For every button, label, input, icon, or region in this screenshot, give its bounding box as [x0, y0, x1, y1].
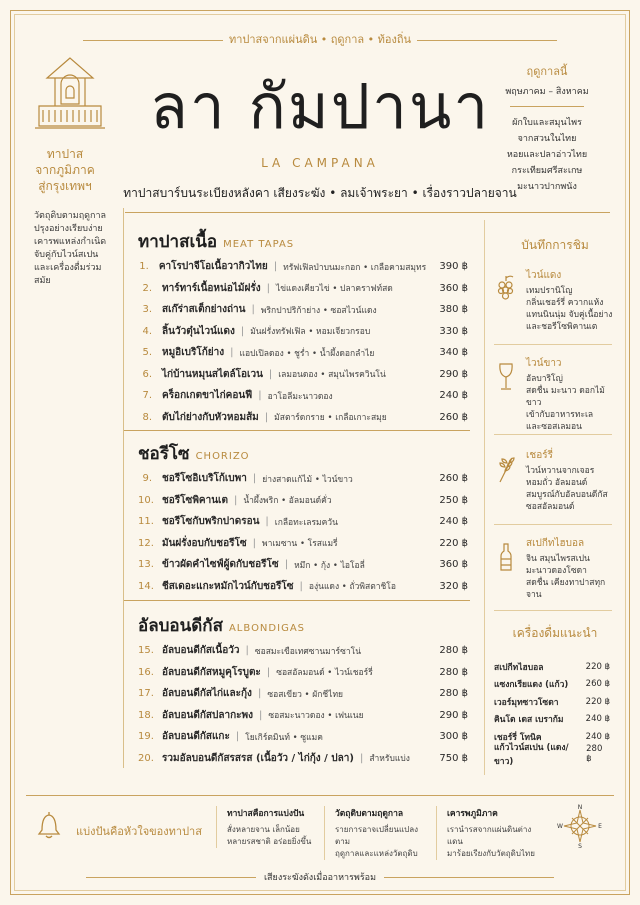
menu-item — [138, 554, 468, 576]
left-note-line: และเครื่องดื่มร่วมสมัย — [34, 263, 102, 286]
wine-divider — [494, 524, 612, 525]
item-description: มัสตาร์ดกราย • เกลือเกาะสมุย — [274, 413, 387, 424]
wine-desc-line: สดชื่น มะนาว ดอกไม้ขาว — [526, 386, 605, 408]
item-price: 280 ฿ — [439, 688, 468, 700]
item-separator: | — [299, 580, 303, 592]
item-price: 320 ฿ — [439, 580, 468, 592]
drinks-title: เครื่องดื่มแนะนำ — [512, 626, 598, 640]
menu-item — [138, 256, 468, 278]
season-item: มะนาวปากพนัง — [517, 182, 577, 192]
footer-column-text — [227, 824, 321, 848]
item-description: สำหรับแบ่ง — [369, 754, 410, 765]
item-price: 280 ฿ — [439, 645, 468, 657]
wine-desc — [526, 373, 614, 433]
menu-item — [138, 407, 468, 429]
wine-desc-line: แทนนินนุ่ม จับคู่เนื้อย่าง — [526, 310, 613, 320]
item-description: ซอสมะเขือเทศซานมาร์ซาโน่ — [254, 646, 362, 657]
item-name: อัลบอนดีกัสปลากะพง — [162, 709, 253, 721]
item-number: 13. — [138, 559, 154, 571]
section-title: ชอรีโซ — [138, 444, 190, 464]
drink-name: แซงกเรียแดง (แก้ว) — [494, 680, 569, 691]
item-description: แอปเปิลดอง • ชูร่ำ • น้ำผึ้งดอกลำไย — [239, 348, 375, 359]
item-separator: | — [266, 666, 271, 678]
item-description: ทรัฟเฟิลป่าบนมะกอก • เกลือคามสมุทร — [283, 262, 427, 273]
item-number: 3. — [142, 304, 152, 316]
wine-glass-icon — [496, 362, 516, 392]
right-column-divider — [484, 220, 485, 775]
item-name: มันฝรั่งอบกับชอรีโซ — [162, 537, 247, 549]
item-number: 12. — [138, 537, 154, 549]
menu-item — [138, 705, 468, 727]
item-description: เกลือทะเลรมควัน — [274, 517, 338, 528]
item-separator: | — [359, 752, 364, 764]
wine-note-red — [494, 268, 614, 333]
item-description: องุ่นแดง • ถั่วพิสตาชิโอ — [308, 582, 396, 593]
item-description: หมึก • กุ้ง • ไอโอลี่ — [294, 560, 365, 571]
section-divider — [124, 600, 470, 601]
section-header — [138, 440, 468, 464]
item-separator: | — [252, 537, 256, 549]
section-title-en: MEAT TAPAS — [223, 239, 295, 250]
section-meat-tapas — [138, 228, 468, 428]
footer-divider — [26, 795, 614, 796]
wine-desc-line: เข้ากับอาหารทะเล — [526, 410, 594, 420]
menu-item — [138, 576, 468, 598]
wine-desc-line: และชอรีโซพิคานเต — [526, 322, 598, 332]
menu-item — [138, 640, 468, 662]
item-number: 15. — [138, 645, 154, 657]
menu-item — [138, 683, 468, 705]
drink-item — [494, 743, 610, 768]
item-number: 2. — [142, 282, 152, 294]
item-separator: | — [240, 325, 245, 337]
drink-name: เชอร์รี่ โทนิค — [494, 732, 542, 743]
item-separator: | — [265, 516, 269, 528]
tagline — [0, 30, 640, 48]
drink-price: 220 ฿ — [585, 661, 610, 672]
wine-divider — [494, 610, 612, 611]
item-description: อาโอลีมะนาวดอง — [267, 391, 333, 402]
left-note-title-line: ทาปาส — [46, 147, 84, 161]
side-title: บันทึกการชิม — [521, 238, 589, 252]
footer-line: มาร้อยเรียงกับวัตถุดิบไทย — [447, 849, 535, 858]
section-title: ทาปาสเนื้อ — [138, 232, 218, 252]
item-description: ไข่แดงเคียวไข่ • ปลาคราฟท์สด — [275, 284, 393, 295]
section-header — [138, 612, 468, 636]
item-number: 16. — [138, 666, 154, 678]
item-name: สเก๊ร่าสเต็กย่างถ่าน — [162, 304, 246, 316]
compass-north-label: N — [577, 804, 583, 811]
wine-desc-line: เทมปรานิโญ — [526, 286, 573, 296]
wine-desc-line: หอมถั่ว อัลมอนด์ — [526, 478, 588, 488]
wheat-icon — [496, 454, 516, 484]
menu-item — [138, 490, 468, 512]
item-description: เลมอนดอง • สมุนไพรควินโน่ — [278, 370, 386, 381]
drink-name: แก้วไวน์สเปน (แดง/ขาว) — [494, 743, 569, 768]
item-price: 750 ฿ — [439, 752, 468, 764]
item-description: โยเกิร์ตมินท์ • ซูแมค — [245, 732, 323, 743]
wine-desc-line: สดชื่น เคียงทาปาสทุกจาน — [526, 578, 606, 600]
footer-column-text — [447, 824, 541, 860]
drinks-list — [494, 658, 610, 768]
item-name: ชอรีโซพิคานเต — [162, 494, 228, 506]
tagline-text: ทาปาสจากแผ่นดิน • ฤดูกาล • ท้องถิ่น — [228, 33, 412, 46]
item-name: คร็อกเกตขาไก่คอนฟี — [162, 390, 253, 402]
wine-desc-line: ซอสอัลมอนด์ — [526, 502, 575, 512]
drink-item — [494, 711, 610, 729]
item-name: หมูอิเบริโก้ย่าง — [162, 347, 225, 359]
item-number: 10. — [138, 494, 154, 506]
season-item: กระเทียมศรีสะเกษ — [511, 166, 583, 176]
bell-icon — [36, 810, 62, 840]
item-separator: | — [268, 368, 273, 380]
item-price: 360 ฿ — [439, 282, 468, 294]
wine-divider — [494, 344, 612, 345]
compass-icon — [558, 804, 602, 848]
menu-item — [138, 342, 468, 364]
item-price: 360 ฿ — [439, 559, 468, 571]
wine-desc — [526, 553, 614, 601]
item-description: มันฝรั่งทรัฟเฟิล • หอมเจียวกรอบ — [250, 327, 371, 338]
left-column-divider — [123, 208, 124, 768]
drink-item — [494, 676, 610, 694]
item-number: 20. — [138, 752, 154, 764]
menu-item — [138, 726, 468, 748]
item-number: 8. — [142, 411, 152, 423]
left-note-line: จับคู่กับไวน์สเปน — [34, 250, 99, 260]
left-note-line: วัตถุดิบตามฤดูกาล — [34, 211, 107, 221]
season-divider — [510, 106, 584, 107]
item-name: ไก่บ้านหมุนสไตล์โอเวน — [162, 368, 263, 380]
season-months: พฤษภาคม – สิงหาคม — [505, 87, 589, 97]
footer-column — [436, 806, 541, 860]
menu-item — [138, 321, 468, 343]
menu-item — [138, 278, 468, 300]
season-item: จากสวนในไทย — [517, 134, 577, 144]
footer-line: หลายรสชาติ อร่อยยิ่งขึ้น — [227, 837, 312, 846]
item-price: 260 ฿ — [439, 411, 468, 423]
item-number: 11. — [138, 516, 154, 528]
footer-column-title: ทาปาสคือการแบ่งปัน — [227, 809, 305, 819]
item-price: 250 ฿ — [439, 494, 468, 506]
item-name: ตับไก่ย่างกับหัวหอมส้ม — [162, 411, 259, 423]
footer-slogan: แบ่งปันคือหัวใจของทาปาส — [76, 825, 202, 838]
item-price: 380 ฿ — [439, 304, 468, 316]
wine-desc-line: และซอสเลมอน — [526, 422, 582, 432]
item-separator: | — [273, 261, 278, 273]
drink-price: 240 ฿ — [585, 714, 610, 725]
item-description: พาเมซาน • โรสแมรี่ — [262, 539, 338, 550]
item-price: 340 ฿ — [439, 347, 468, 359]
item-separator: | — [235, 731, 240, 743]
item-name: ชอรีโซกับพริกปาดรอน — [162, 516, 260, 528]
section-title-en: CHORIZO — [195, 451, 250, 462]
item-description: ซอสมะนาวดอง • เฟนเนย — [268, 711, 364, 722]
item-name: ทาร์ทาร์เนื้อหน่อไม้ฝรั่ง — [162, 282, 261, 294]
menu-item — [138, 511, 468, 533]
left-note-line: ปรุงอย่างเรียบง่าย — [34, 224, 103, 234]
item-name: อัลบอนดีกัสไก่และกุ้ง — [162, 688, 252, 700]
item-name: อัลบอนดีกัสหมูคุโรบูตะ — [162, 666, 261, 678]
menu-item — [138, 662, 468, 684]
grape-icon — [496, 274, 516, 304]
drink-name: เวอร์มุทซาวโซดา — [494, 697, 559, 708]
item-price: 220 ฿ — [439, 537, 468, 549]
footer-column-title: วัตถุดิบตามฤดูกาล — [335, 809, 404, 819]
wine-desc-line: กลิ่นเชอร์รี่ ควากแห้ง — [526, 298, 604, 308]
drink-item — [494, 693, 610, 711]
bottom-note-text: เสียงระฆังดังเมื่ออาหารพร้อม — [263, 873, 377, 883]
drink-price: 260 ฿ — [585, 679, 610, 690]
menu-list — [138, 468, 468, 597]
wine-name: ไวน์ขาว — [526, 358, 562, 369]
item-name: อัลบอนดีกัสแกะ — [162, 731, 230, 743]
item-description: ซอสอัลมอนด์ • ไวน์เชอร์รี่ — [276, 668, 373, 679]
item-separator: | — [252, 473, 257, 485]
wine-name: ไวน์แดง — [526, 270, 562, 281]
item-separator: | — [251, 304, 255, 316]
item-description: ย่างสาดแก้ไม้ • ไวน์ขาว — [262, 474, 353, 485]
temple-icon — [35, 56, 105, 130]
drink-name: คินโต เดส เบราก้ม — [494, 715, 564, 726]
menu-item — [138, 748, 468, 770]
section-title: อัลบอนดีกัส — [138, 616, 223, 636]
menu-item — [138, 468, 468, 490]
section-albondigas — [138, 612, 468, 769]
restaurant-title: ลา กัมปานา — [149, 70, 491, 143]
footer-column-text — [335, 824, 429, 860]
footer-column — [216, 806, 321, 848]
menu-list — [138, 640, 468, 769]
item-separator: | — [233, 494, 238, 506]
compass-west-label: W — [557, 823, 563, 830]
item-number: 19. — [138, 731, 154, 743]
item-price: 290 ฿ — [439, 368, 468, 380]
item-name: อัลบอนดีกัสเนื้อวัว — [162, 645, 240, 657]
item-price: 390 ฿ — [439, 261, 468, 273]
item-price: 260 ฿ — [439, 473, 468, 485]
wine-note-sherry — [494, 448, 614, 513]
item-number: 7. — [142, 390, 152, 402]
item-number: 4. — [142, 325, 152, 337]
item-name: ข้าวผัดคำไซฟ์ผู้ดกับชอรีโซ — [162, 559, 279, 571]
season-item: ผักใบและสมุนไพร — [512, 118, 582, 128]
item-number: 14. — [138, 580, 154, 592]
item-number: 18. — [138, 709, 154, 721]
menu-list — [138, 256, 468, 428]
drink-price: 220 ฿ — [585, 696, 610, 707]
wine-desc-line: จิน สมุนไพรสเปน — [526, 554, 590, 564]
item-separator: | — [266, 282, 270, 294]
wine-desc-line: ไวน์หวานจากเจอร — [526, 466, 595, 476]
wine-note-highball — [494, 536, 614, 601]
item-name: ลิ้นวัวตุ๋นไวน์แดง — [162, 325, 235, 337]
item-separator: | — [230, 347, 234, 359]
item-name: คาโรปาจีโอเนื้อวากิวไทย — [158, 261, 268, 273]
bottle-icon — [496, 542, 516, 572]
item-description: ซอสเขียว • ผักชีไทย — [267, 689, 344, 700]
item-number: 6. — [142, 368, 152, 380]
item-separator: | — [258, 390, 262, 402]
footer-column-title: เคารพภูมิภาค — [447, 809, 498, 819]
item-price: 330 ฿ — [439, 325, 468, 337]
menu-item — [138, 533, 468, 555]
season-title: ฤดูกาลนี้ — [526, 65, 568, 78]
footer-line: เรานำรสจากแผ่นดินต่างแดน — [447, 825, 532, 846]
item-separator: | — [264, 411, 269, 423]
latin-title: LA CAMPANA — [261, 156, 379, 170]
section-divider — [124, 430, 470, 431]
menu-top-divider — [125, 212, 610, 213]
wine-name: เชอร์รี่ — [526, 450, 553, 461]
footer-line: รายการอาจเปลี่ยนแปลงตาม — [335, 825, 419, 846]
item-number: 9. — [142, 473, 152, 485]
item-price: 300 ฿ — [439, 731, 468, 743]
season-box — [492, 62, 602, 195]
section-header — [138, 228, 468, 252]
item-number: 1. — [139, 261, 149, 273]
compass-south-label: S — [578, 843, 582, 850]
left-note-title — [30, 146, 100, 194]
left-note-text — [34, 210, 114, 288]
menu-item — [138, 385, 468, 407]
item-name: ชอรีโซอิเบริโก้เบพา — [162, 473, 247, 485]
drink-item — [494, 658, 610, 676]
footer-line: สั่งหลายจาน เล็กน้อย — [227, 825, 300, 834]
item-price: 280 ฿ — [439, 666, 468, 678]
item-name: รวมอัลบอนดีกัสรสรส (เนื้อวัว / ไก่กุ้ง / ปลา) — [162, 752, 354, 764]
section-title-en: ALBONDIGAS — [228, 623, 306, 634]
item-separator: | — [258, 709, 263, 721]
restaurant-subtitle: ทาปาสบาร์บนระเบียงหลังคา เสียงระฆัง • ลมเจ้าพระยา • เรื่องราวปลายจาน — [123, 186, 517, 200]
footer-column — [324, 806, 429, 860]
item-name: ชีสเดอะแกะหมักไวน์กับชอรีโซ — [162, 580, 294, 592]
left-note-title-line: จากภูมิภาค — [35, 163, 95, 177]
left-note-title-line: สู่กรุงเทพฯ — [38, 179, 92, 193]
section-chorizo — [138, 440, 468, 597]
wine-name: สเปกีทไฮบอล — [526, 538, 585, 549]
wine-desc-line: สมบูรณ์กับอัลบอนดีกัส — [526, 490, 608, 500]
drink-price: 240 ฿ — [585, 731, 610, 742]
wine-desc — [526, 465, 614, 513]
item-price: 290 ฿ — [439, 709, 468, 721]
menu-item — [138, 364, 468, 386]
drink-name: สเปกีทไฮบอล — [494, 662, 544, 673]
tasting-notes-title — [492, 236, 618, 255]
drink-price: 280 ฿ — [586, 744, 603, 765]
season-item: หอยและปลาอ่าวไทย — [506, 150, 588, 160]
wine-desc-line: อัลบาริโญ่ — [526, 374, 563, 384]
menu-item — [138, 299, 468, 321]
item-separator: | — [245, 645, 249, 657]
item-separator: | — [257, 688, 262, 700]
footer-line: ฤดูกาลและแหล่งวัตถุดิบ — [335, 849, 418, 858]
item-separator: | — [284, 559, 289, 571]
item-description: พริกปาปริก้าย่าง • ซอสไวน์แดง — [260, 305, 377, 316]
left-note-line: เคารพแหล่งกำเนิด — [34, 237, 107, 247]
bottom-note — [0, 870, 640, 884]
item-price: 240 ฿ — [439, 516, 468, 528]
item-price: 240 ฿ — [439, 390, 468, 402]
item-number: 17. — [138, 688, 154, 700]
wine-desc-line: มะนาวดองโซดา — [526, 566, 587, 576]
item-description: น้ำผึ้งพริก • อัลมอนด์คั่ว — [243, 496, 332, 507]
wine-divider — [494, 434, 612, 435]
wine-note-white — [494, 356, 614, 433]
item-number: 5. — [142, 347, 152, 359]
compass-east-label: E — [598, 823, 602, 830]
wine-desc — [526, 285, 614, 333]
